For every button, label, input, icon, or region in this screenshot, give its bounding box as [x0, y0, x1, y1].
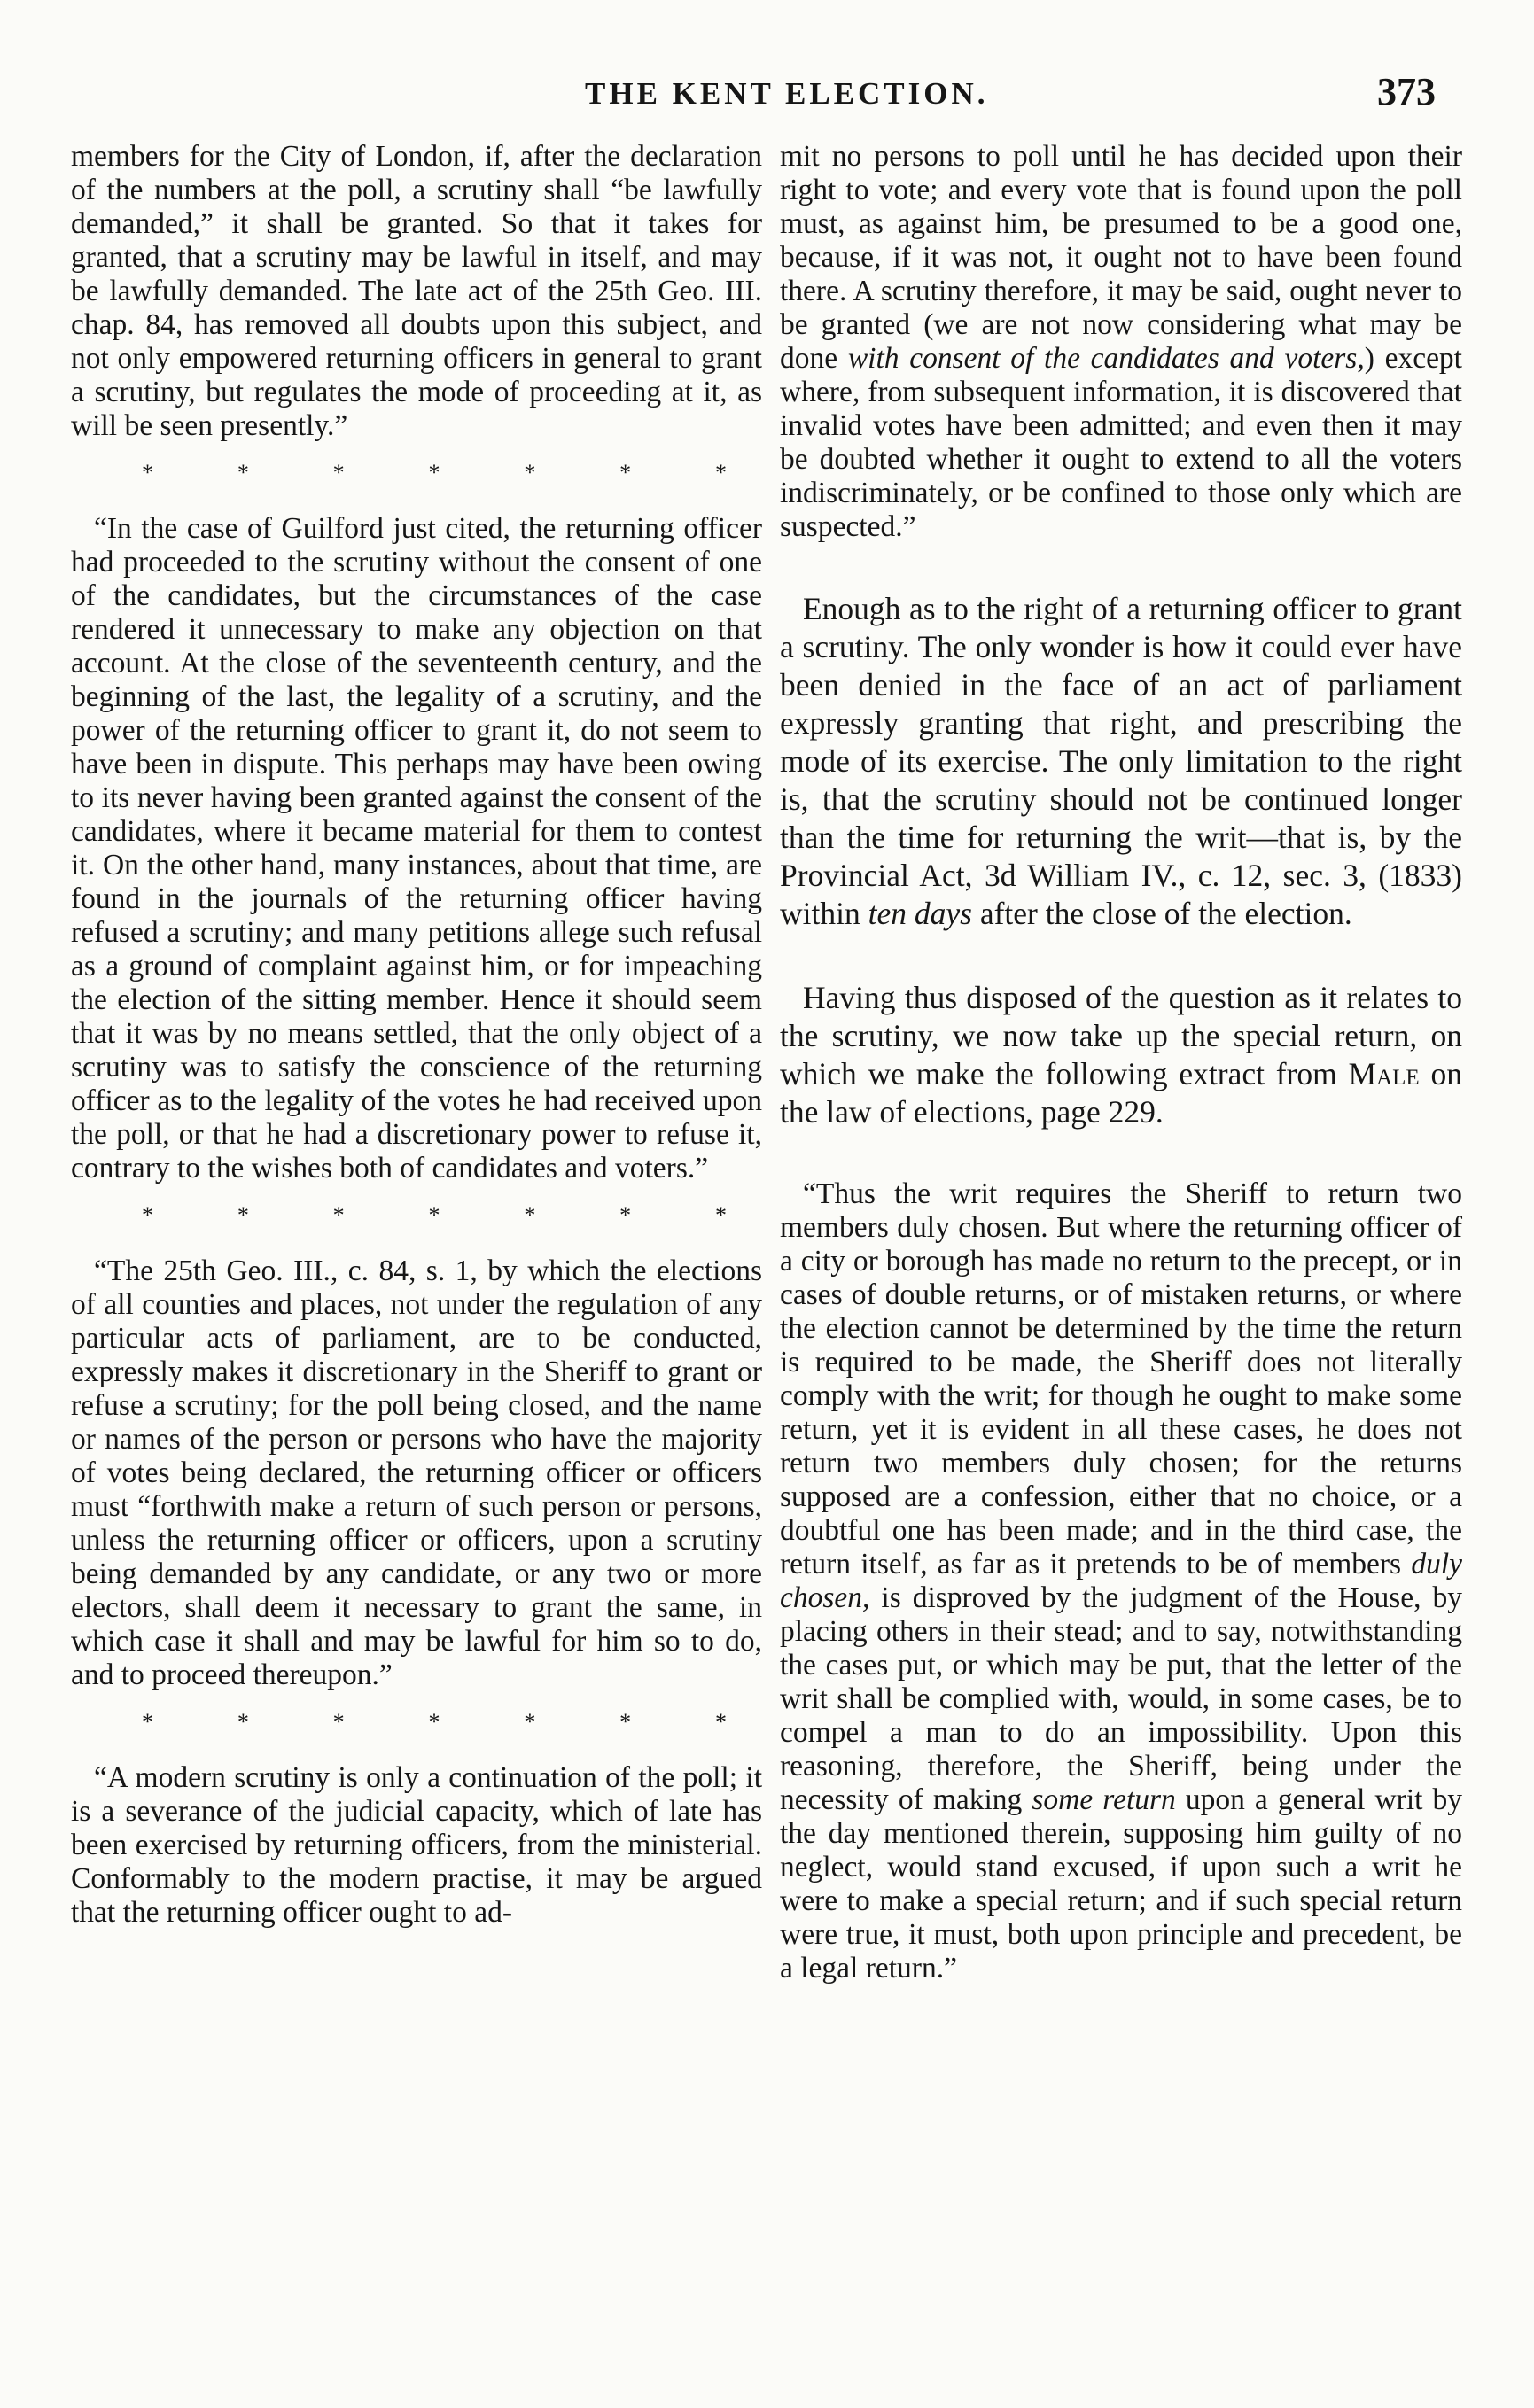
star: * [714, 460, 727, 485]
text-run: Having thus disposed of the question as it relates to the scrutiny, we now take up the special return, on which we make the following extract from [780, 980, 1462, 1091]
star: * [524, 460, 536, 485]
star: * [237, 1709, 249, 1735]
section-break-stars [71, 1198, 762, 1233]
text-run: upon a general writ by the day mentioned therein, supposing him guilty of no neglect, would stand excused, if upon such a writ he were to make a special return; and if such special return were true, it must, both upon principle and precedent, be a legal return.” [780, 1783, 1463, 1985]
section-break-stars [71, 455, 762, 491]
paragraph-continued: members for the City of London, if, after the declaration of the numbers at the poll, a scrutiny shall “be lawfully demanded,” it shall be granted. So that it takes for granted, that a scrutiny may be lawful in itself, and may be lawfully demanded. The late act of the 25th Geo. III. chap. 84, has removed all doubts upon this subject, and not only empowered returning officers in general to grant a scrutiny, but regulates the mode of proceeding at it, as will be seen presently.” [71, 140, 762, 442]
page-number: 373 [1377, 70, 1436, 113]
star: * [619, 1709, 632, 1735]
paragraph-statute: “The 25th Geo. III., c. 84, s. 1, by which the elections of all counties and places, not under the regulation of any particular acts of parliament, are to be conducted, expressly makes it discretionary in the Sheriff to grant or refuse a scrutiny; for the poll being closed, and the name or names of the person or persons who have the majority of votes being declared, the returning officer or officers must “forthwith make a return of such person or persons, unless the returning officer or officers, upon a scrutiny being demanded by any candidate, or any two or more electors, shall deem it necessary to grant the same, in which case it shall and may be lawful for him so to do, and to proceed thereupon.” [71, 1254, 762, 1691]
star: * [428, 460, 440, 485]
star: * [332, 1709, 345, 1735]
star: * [332, 1202, 345, 1228]
spacer [780, 933, 1462, 979]
text-run: “Thus the writ requires the Sheriff to return two members duly chosen. But where the returning officer of a city or borough has made no return to the precept, or in cases of double returns, or of mistaken returns, or where the election cannot be determined by the time the return is required to be made, the Sheriff does not literally comply with the writ; for though he ought to make some return, yet it is evident in all these cases, he does not return two members duly chosen; for the returns supposed are a confession, either that no choice, or a doubtful one has been made; and in the third case, the return itself, as far as it pretends to be of members [780, 1177, 1462, 1581]
italic-run: some return [1032, 1783, 1176, 1816]
star: * [142, 1709, 153, 1735]
star: * [428, 1202, 440, 1228]
text-run: Enough as to the right of a returning officer to grant a scrutiny. The only wonder is how it could ever have been denied in the face of an act of parliament expressly granting that right, and prescribing the mode of its exercise. The only limitation to the right is, that the scrutiny should not be continued longer than the time for returning the writ—that is, by the Provincial Act, 3d William IV., c. 12, sec. 3, (1833) within [780, 591, 1462, 931]
italic-run: duly chosen, [780, 1548, 1462, 1614]
author-name: Male [1348, 1056, 1420, 1091]
star: * [237, 460, 249, 485]
paragraph-modern-scrutiny: “A modern scrutiny is only a continuation of the poll; it is a severance of the judicial capacity, which of late has been exercised by returning officers, from the ministerial. Conformably to the modern practise, it may be argued that the returning officer ought to ad- [71, 1761, 762, 1929]
paragraph-enough [780, 590, 1462, 933]
paragraph-special-return [780, 979, 1462, 1131]
running-header [496, 69, 1436, 122]
star: * [524, 1202, 536, 1228]
star: * [332, 460, 345, 485]
star: * [237, 1202, 249, 1228]
italic-run: ten days [868, 896, 972, 931]
paragraph-writ-quote [780, 1177, 1462, 1985]
running-title: THE KENT ELECTION. [585, 76, 989, 111]
text-run: mit no persons to poll until he has decided upon their right to vote; and every vote that is found upon the poll must, as against him, be presumed to be a good one, because, if it was not, it ought not to have been found there. A scrutiny therefore, it may be said, ought never to be granted (we are not now considering what may be done [780, 140, 1462, 375]
star: * [714, 1202, 727, 1228]
star: * [142, 460, 153, 485]
section-break-stars [71, 1705, 762, 1740]
star: * [524, 1709, 536, 1735]
italic-run: with consent of the candidates and voters, [847, 342, 1365, 375]
text-run: on the law of elections, page 229. [780, 1056, 1462, 1130]
star: * [714, 1709, 727, 1735]
paragraph-guilford: “In the case of Guilford just cited, the returning officer had proceeded to the scrutiny without the consent of one of the candidates, but the circumstances of the case rendered it unnecessary to make any objection on that account. At the close of the seventeenth century, and the beginning of the last, the legality of a scrutiny, and the power of the returning officer to grant it, do not seem to have been in dispute. This perhaps may have been owing to its never having been granted against the consent of the candidates, where it became material for them to contest it. On the other hand, many instances, about that time, are found in the journals of the returning officer having refused a scrutiny; and many petitions allege such refusal as a ground of complaint against him, or for impeaching the election of the sitting member. Hence it should seem that it was by no means settled, that the only object of a scrutiny was to satisfy the conscience of the returning officer as to the legality of the votes he had received upon the poll, or that he had a discretionary power to refuse it, contrary to the wishes both of candidates and voters.” [71, 512, 762, 1185]
spacer [780, 544, 1462, 590]
star: * [142, 1202, 153, 1228]
text-run: is disproved by the judgment of the House, by placing others in their stead; and to say, notwithstanding the cases put, or which may be put, that the letter of the writ shall be complied with, would, in some cases, be to compel a man to do an impossibility. Upon this reasoning, therefore, the Sheriff, being under the necessity of making [780, 1581, 1462, 1816]
paragraph-continued-quote [780, 140, 1462, 544]
spacer [780, 1131, 1462, 1177]
star: * [619, 460, 632, 485]
right-column [780, 140, 1462, 2373]
star: * [619, 1202, 632, 1228]
text-run: ) except where, from subsequent information, it is discovered that invalid votes have been admitted; and even then it may be doubted whether it ought to extend to all the voters indiscriminately, or be confined to those only which are suspected.” [780, 342, 1462, 543]
star: * [428, 1709, 440, 1735]
left-column [71, 140, 762, 2373]
text-run: after the close of the election. [971, 896, 1352, 931]
